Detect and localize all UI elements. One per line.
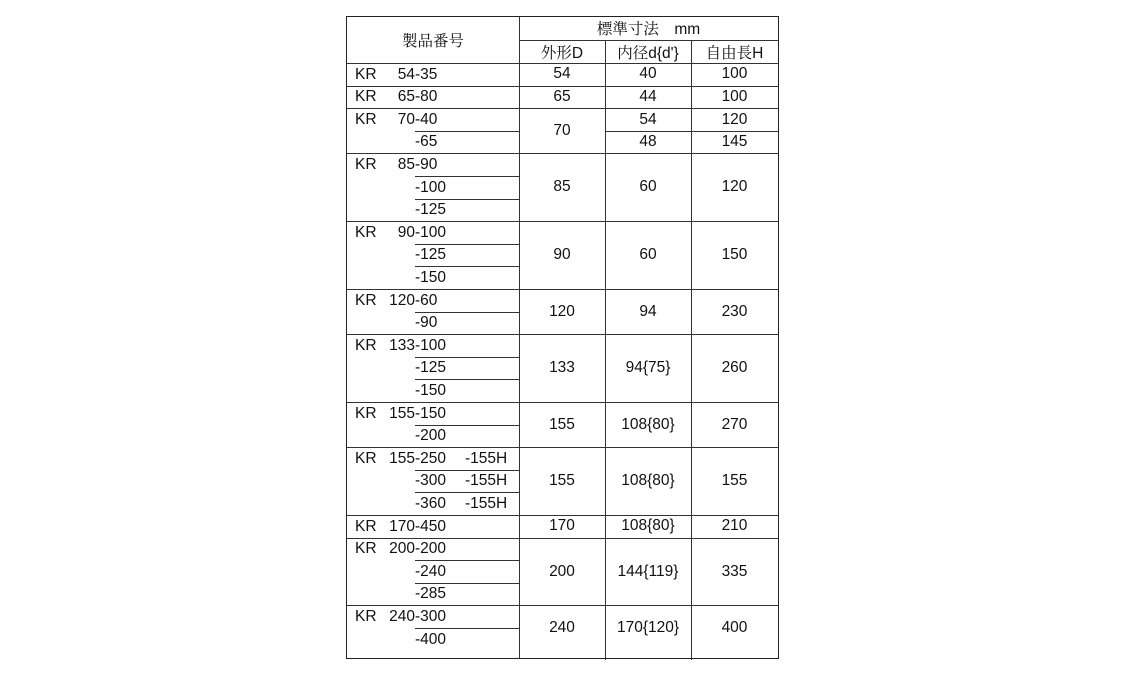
product-suffix: -155H [465, 449, 508, 467]
product-variant: -90 [415, 314, 438, 332]
product-size: 133 [389, 336, 415, 354]
grid-hline [347, 447, 778, 448]
free-length-value: 230 [721, 302, 748, 320]
product-size: 90 [397, 223, 415, 241]
outer-diameter-value: 240 [549, 619, 575, 636]
outer-diameter-value: 54 [553, 65, 571, 83]
grid-hline [347, 221, 778, 222]
product-variant: -100 [415, 336, 447, 354]
header-product-number: 製品番号 [401, 33, 464, 50]
product-variant: -90 [415, 155, 438, 173]
inner-diameter-value: 60 [639, 178, 657, 196]
inner-diameter-value: 48 [639, 133, 657, 151]
product-variant: -125 [415, 201, 447, 219]
grid-hline [415, 560, 519, 561]
product-variant: -250 [415, 449, 447, 467]
product-prefix: KR [355, 65, 377, 83]
product-variant: -150 [415, 404, 447, 422]
outer-diameter-value: 70 [553, 121, 571, 139]
free-length-value: 155 [721, 472, 748, 490]
grid-hline [347, 402, 778, 403]
free-length-value: 400 [721, 619, 748, 636]
product-variant: -80 [415, 88, 438, 106]
product-variant: -400 [415, 630, 447, 648]
product-variant: -100 [415, 178, 447, 196]
header-inner-diameter: 内径d{d'} [617, 45, 679, 62]
product-variant: -65 [415, 133, 438, 151]
grid-hline [415, 131, 519, 132]
outer-diameter-value: 200 [549, 562, 575, 580]
product-size: 155 [389, 449, 415, 467]
product-size: 240 [389, 607, 415, 625]
product-prefix: KR [355, 404, 377, 422]
product-prefix: KR [355, 291, 377, 309]
free-length-value: 210 [721, 517, 748, 535]
free-length-value: 270 [721, 415, 748, 433]
header-outer-diameter: 外形D [540, 45, 584, 62]
grid-hline [415, 312, 519, 313]
grid-hline [415, 425, 519, 426]
grid-hline [415, 176, 519, 177]
inner-diameter-value: 40 [639, 65, 657, 83]
free-length-value: 150 [721, 246, 748, 264]
inner-diameter-value: 94 [639, 302, 657, 320]
header-dimensions: 標準寸法 mm [596, 21, 701, 38]
product-size: 85 [397, 155, 415, 173]
free-length-value: 335 [721, 562, 748, 580]
product-prefix: KR [355, 449, 377, 467]
inner-diameter-value: 54 [639, 110, 657, 128]
inner-diameter-value: 44 [639, 87, 657, 105]
grid-hline [347, 86, 778, 87]
grid-hline [347, 153, 778, 154]
grid-hline [415, 628, 519, 629]
grid-hline [347, 108, 778, 109]
product-variant: -150 [415, 268, 447, 286]
product-variant: -200 [415, 427, 447, 445]
grid-hline [347, 289, 778, 290]
grid-hline [415, 244, 519, 245]
inner-diameter-value: 60 [639, 246, 657, 264]
product-prefix: KR [355, 155, 377, 173]
outer-diameter-value: 65 [553, 87, 571, 105]
grid-hline [347, 605, 778, 606]
product-variant: -150 [415, 381, 447, 399]
inner-diameter-value: 108{80} [621, 415, 675, 433]
free-length-value: 145 [721, 133, 748, 151]
header-free-length: 自由長H [705, 45, 764, 62]
grid-hline [415, 266, 519, 267]
product-size: 65 [397, 88, 415, 106]
product-size: 120 [389, 291, 415, 309]
product-variant: -125 [415, 246, 447, 264]
free-length-value: 120 [721, 178, 748, 196]
grid-hline [415, 199, 519, 200]
product-variant: -360 [415, 494, 447, 512]
product-suffix: -155H [465, 472, 508, 490]
grid-hline [415, 379, 519, 380]
product-prefix: KR [355, 223, 377, 241]
product-variant: -100 [415, 223, 447, 241]
product-variant: -40 [415, 110, 438, 128]
grid-hline [605, 131, 778, 132]
grid-hline [347, 538, 778, 539]
product-variant: -125 [415, 359, 447, 377]
outer-diameter-value: 170 [549, 517, 575, 535]
outer-diameter-value: 90 [553, 246, 571, 264]
product-variant: -60 [415, 291, 438, 309]
product-prefix: KR [355, 540, 377, 558]
grid-hline [415, 357, 519, 358]
product-variant: -300 [415, 607, 447, 625]
inner-diameter-value: 108{80} [621, 517, 675, 535]
product-size: 155 [389, 404, 415, 422]
product-prefix: KR [355, 110, 377, 128]
outer-diameter-value: 133 [549, 359, 575, 377]
product-size: 170 [389, 517, 415, 535]
grid-hline [415, 492, 519, 493]
grid-hline [415, 470, 519, 471]
product-variant: -35 [415, 65, 438, 83]
product-prefix: KR [355, 517, 377, 535]
inner-diameter-value: 108{80} [621, 472, 675, 490]
free-length-value: 260 [721, 359, 748, 377]
outer-diameter-value: 155 [549, 472, 575, 490]
product-variant: -450 [415, 517, 447, 535]
product-prefix: KR [355, 88, 377, 106]
spring-spec-table [346, 16, 779, 659]
product-prefix: KR [355, 336, 377, 354]
grid-hline [519, 40, 778, 41]
product-size: 200 [389, 540, 415, 558]
grid-hline [415, 583, 519, 584]
inner-diameter-value: 170{120} [616, 619, 680, 636]
grid-hline [347, 334, 778, 335]
product-variant: -240 [415, 562, 447, 580]
product-variant: -285 [415, 585, 447, 603]
product-variant: -300 [415, 472, 447, 490]
free-length-value: 100 [721, 65, 748, 83]
product-size: 54 [397, 65, 415, 83]
inner-diameter-value: 144{119} [617, 562, 679, 580]
outer-diameter-value: 85 [553, 178, 571, 196]
grid-hline [347, 63, 778, 64]
outer-diameter-value: 155 [549, 415, 575, 433]
outer-diameter-value: 120 [549, 302, 575, 320]
free-length-value: 120 [721, 110, 748, 128]
product-suffix: -155H [465, 494, 508, 512]
product-size: 70 [397, 110, 415, 128]
inner-diameter-value: 94{75} [625, 359, 671, 377]
product-variant: -200 [415, 540, 447, 558]
grid-hline [347, 515, 778, 516]
free-length-value: 100 [721, 87, 748, 105]
product-prefix: KR [355, 607, 377, 625]
